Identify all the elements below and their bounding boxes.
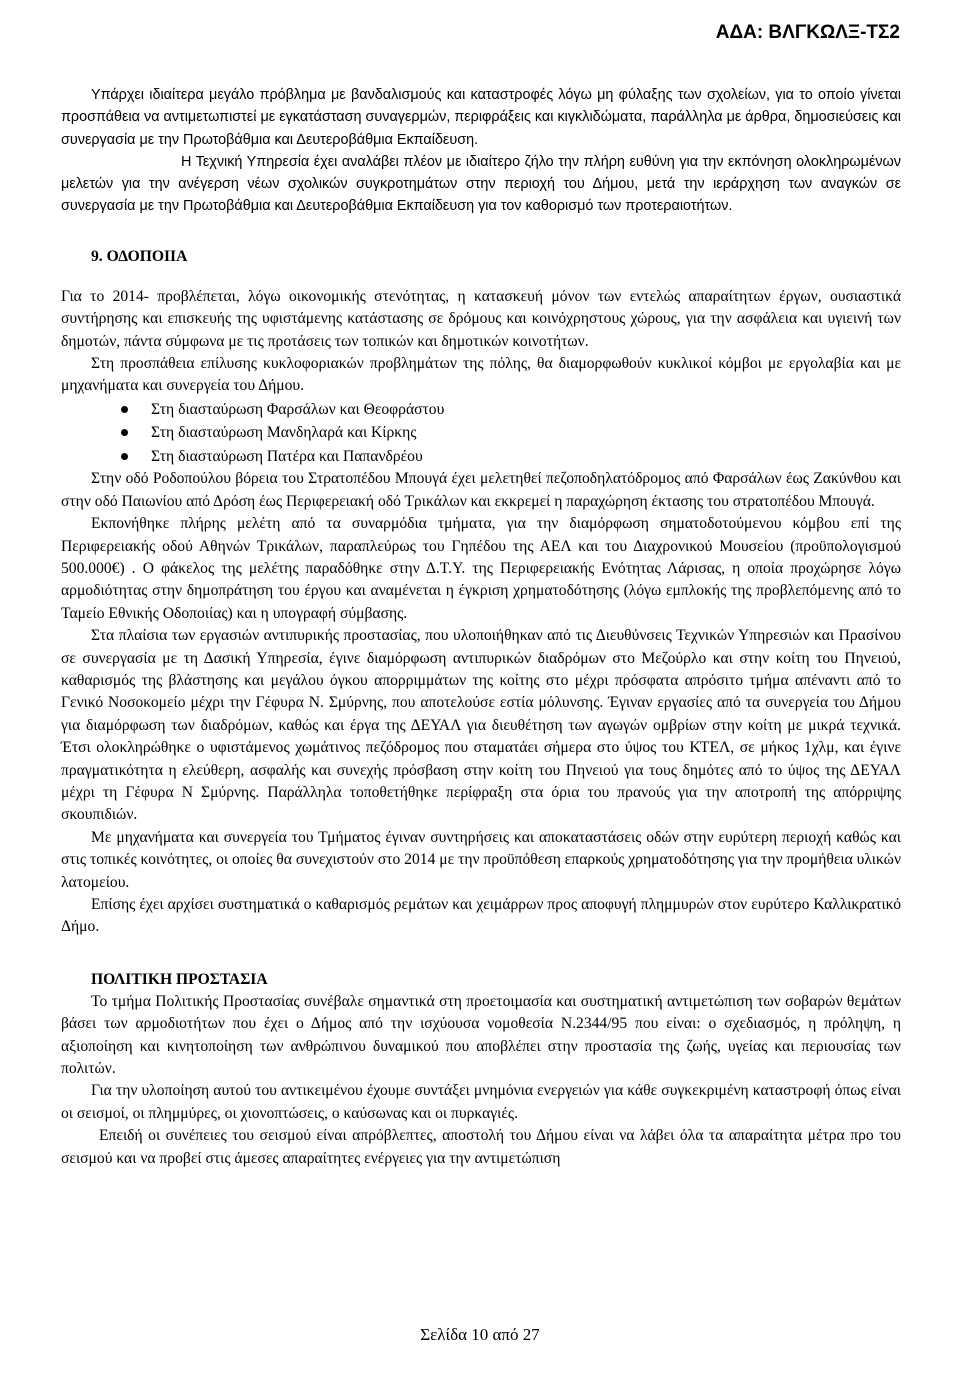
page-content — [61, 84, 901, 1170]
civil-protection-section — [61, 991, 901, 1170]
bullet-icon — [121, 406, 128, 413]
list-item: Στη διασταύρωση Πατέρα και Παπανδρέου — [151, 445, 901, 469]
section-heading-civil-protection: ΠΟΛΙΤΙΚΗ ΠΡΟΣΤΑΣΙΑ — [91, 970, 268, 988]
roads-paragraph-5: Στα πλαίσια των εργασιών αντιπυρικής προστασίας, που υλοποιήθηκαν από τις Διευθύνσεις Τεχνικών Υπηρεσιών και Πρασίνου σε συνεργασία με τη Δασική Υπηρεσία, έγινε διαμόρφωση αντιπυρικών διαδρόμων στο Μεζούρλο και στην κοίτη του Πηνειού, καθαρισμός της βλάστησης και μεγάλου όγκου απορριμμάτων της κοίτης στο μέχρι πρόσφατα απρόσιτο τμήμα απέναντι από το Γενικό Νοσοκομείο μέχρι την Γέφυρα Ν. Σμύρνης, που αποτελούσε εστία μόλυνσης. Έγιναν εργασίες από τα συνεργεία του Δήμου για διαμόρφωση των διαδρόμων, καθώς και έργα της ΔΕΥΑΛ για διευθέτηση των αγωγών ομβρίων στην κοίτη με μικρά τεχνικά. Έτσι ολοκληρώθηκε ο υφιστάμενος χωμάτινος πεζόδρομος που σταματάει σήμερα στο ύψος του ΚΤΕΛ, σε μήκος 1χλμ, και έγινε πραγματικότητα η ελεύθερη, ασφαλής και συνεχής πρόσβαση στην κοίτη του Πηνειού για τους δημότες από το ύψος της ΔΕΥΑΛ μέχρι τη Γέφυρα Ν Σμύρνης. Παράλληλα τοποθετήθηκε περίφραξη στα όρια του πρανούς για την αποτροπή της απόρριψης σκουπιδιών. — [61, 627, 901, 824]
bullet-icon — [121, 429, 128, 436]
page-number: Σελίδα 10 από 27 — [420, 1325, 540, 1344]
roads-paragraph-1: Για το 2014- προβλέπεται, λόγω οικονομικής στενότητας, η κατασκευή μόνον των εντελώς απαραίτητων έργων, ουσιαστικά συντήρησης και επισκευής της υφιστάμενης κατάστασης σε δρόμους και κοινόχρηστους χώρους, για την ασφάλεια και υγιεινή των δημοτών, πάντα σύμφωνα με τις προτάσεις των τοπικών και δημοτικών κοινοτήτων. — [61, 287, 901, 350]
roads-paragraph-7: Επίσης έχει αρχίσει συστηματικά ο καθαρισμός ρεμάτων και χειμάρρων προς αποφυγή πλημμυρών στον ευρύτερο Καλλικρατικό Δήμο. — [61, 896, 901, 936]
roads-paragraph-2: Στη προσπάθεια επίλυσης κυκλοφοριακών προβλημάτων της πόλης, θα διαμορφωθούν κυκλικοί κόμβοι με εργολαβία και με μηχανήματα και συνεργεία του Δήμου. — [61, 355, 901, 395]
roads-paragraph-6: Με μηχανήματα και συνεργεία του Τμήματος έγιναν συντηρήσεις και αποκαταστάσεις οδών στην ευρύτερη περιοχή καθώς και στις τοπικές κοινότητες, οι οποίες θα συνεχιστούν στο 2014 με την προϋπόθεση επαρκούς χρηματοδότησης για την προμήθεια υλικών λατομείου. — [61, 828, 901, 891]
roads-paragraph-4: Εκπονήθηκε πλήρης μελέτη από τα συναρμόδια τμήματα, για την διαμόρφωση σηματοδοτούμενου κόμβου επί της Περιφερειακής οδού Αθηνών Τρικάλων, παραπλεύρως του Γηπέδου της ΑΕΛ και του Διαχρονικού Μουσείου (προϋπολογισμού 500.000€) . Ο φάκελος της μελέτης παραδόθηκε στην Δ.Τ.Υ. της Περιφερειακής Ενότητας Λάρισας, η οποία προχώρησε λόγω αρμοδιότητας στην δημοπράτηση του έργου και αναμένεται η έγκριση χρηματοδότησης (λόγω εμπλοκής της προβλεπόμενης από το Ταμείο Εθνικής Οδοποιίας) και η υπογραφή σύμβασης. — [61, 515, 901, 622]
civil-paragraph-2: Για την υλοποίηση αυτού του αντικειμένου έχουμε συντάξει μνημόνια ενεργειών για κάθε συγκεκριμένη καταστροφή όπως είναι οι σεισμοί, οι πλημμύρες, οι χιονοπτώσεις, ο καύσωνας και οι πυρκαγιές. — [61, 1082, 901, 1122]
section-heading-roads: 9. ΟΔΟΠΟΙΙΑ — [91, 247, 188, 265]
schools-paragraph-1: Υπάρχει ιδιαίτερα μεγάλο πρόβλημα με βανδαλισμούς και καταστροφές λόγω μη φύλαξης των σχολείων, για το οποίο γίνεται προσπάθεια να αντιμετωπιστεί με εγκατάσταση συναγερμών, περιφράξεις και κιγκλιδώματα, παράλληλα με άρθρα, δημοσιεύσεις και συνεργασία με την Πρωτοβάθμια και Δευτεροβάθμια Εκπαίδευση. — [61, 87, 901, 148]
bullet-icon — [121, 453, 128, 460]
roads-paragraph-3: Στην οδό Ροδοπούλου βόρεια του Στρατοπέδου Μπουγά έχει μελετηθεί πεζοποδηλατόδρομος από Φαρσάλων έως Ζακύνθου και στην οδό Παιωνίου από Δρόση έως Περιφερειακή οδό Τρικάλων και εκκρεμεί η παραχώρηση έκτασης του στρατοπέδου Μπουγά. — [61, 470, 901, 510]
list-item: Στη διασταύρωση Φαρσάλων και Θεοφράστου — [151, 398, 901, 422]
civil-paragraph-1: Το τμήμα Πολιτικής Προστασίας συνέβαλε σημαντικά στη προετοιμασία και συστηματική αντιμετώπιση των σοβαρών θεμάτων βάσει των αρμοδιοτήτων που έχει ο Δήμος από την ισχύουσα νομοθεσία Ν.2344/95 που είναι: ο σχεδιασμός, η πρόληψη, η αξιοποίηση και κινητοποίηση των ανθρώπινου δυναμικού που αποβλέπει στην προστασία της ζωής, υγείας και περιουσίας των πολιτών. — [61, 992, 901, 1078]
ada-code: ΑΔΑ: ΒΛΓΚΩΛΞ-ΤΣ2 — [715, 22, 900, 43]
roundabout-list — [61, 398, 901, 469]
schools-paragraph-2: Η Τεχνική Υπηρεσία έχει αναλάβει πλέον με ιδιαίτερο ζήλο την πλήρη ευθύνη για την εκπόνηση ολοκληρωμένων μελετών για την ανέγερση νέων σχολικών συγκροτημάτων στην περιοχή του Δήμου, μετά την ιεράρχηση των αναγκών σε συνεργασία με την Πρωτοβάθμια και Δευτεροβάθμια Εκπαίδευση για τον καθορισμό των προτεραιοτήτων. — [61, 153, 901, 215]
civil-paragraph-3: Επειδή οι συνέπειες του σεισμού είναι απρόβλεπτες, αποστολή του Δήμου είναι να λάβει όλα τα απαραίτητα μέτρα προ του σεισμού και να προβεί στις άμεσες απαραίτητες ενέργειες για την αντιμετώπιση — [61, 1127, 901, 1167]
roads-section — [61, 286, 901, 939]
list-item: Στη διασταύρωση Μανδηλαρά και Κίρκης — [151, 421, 901, 445]
schools-section — [61, 84, 901, 218]
